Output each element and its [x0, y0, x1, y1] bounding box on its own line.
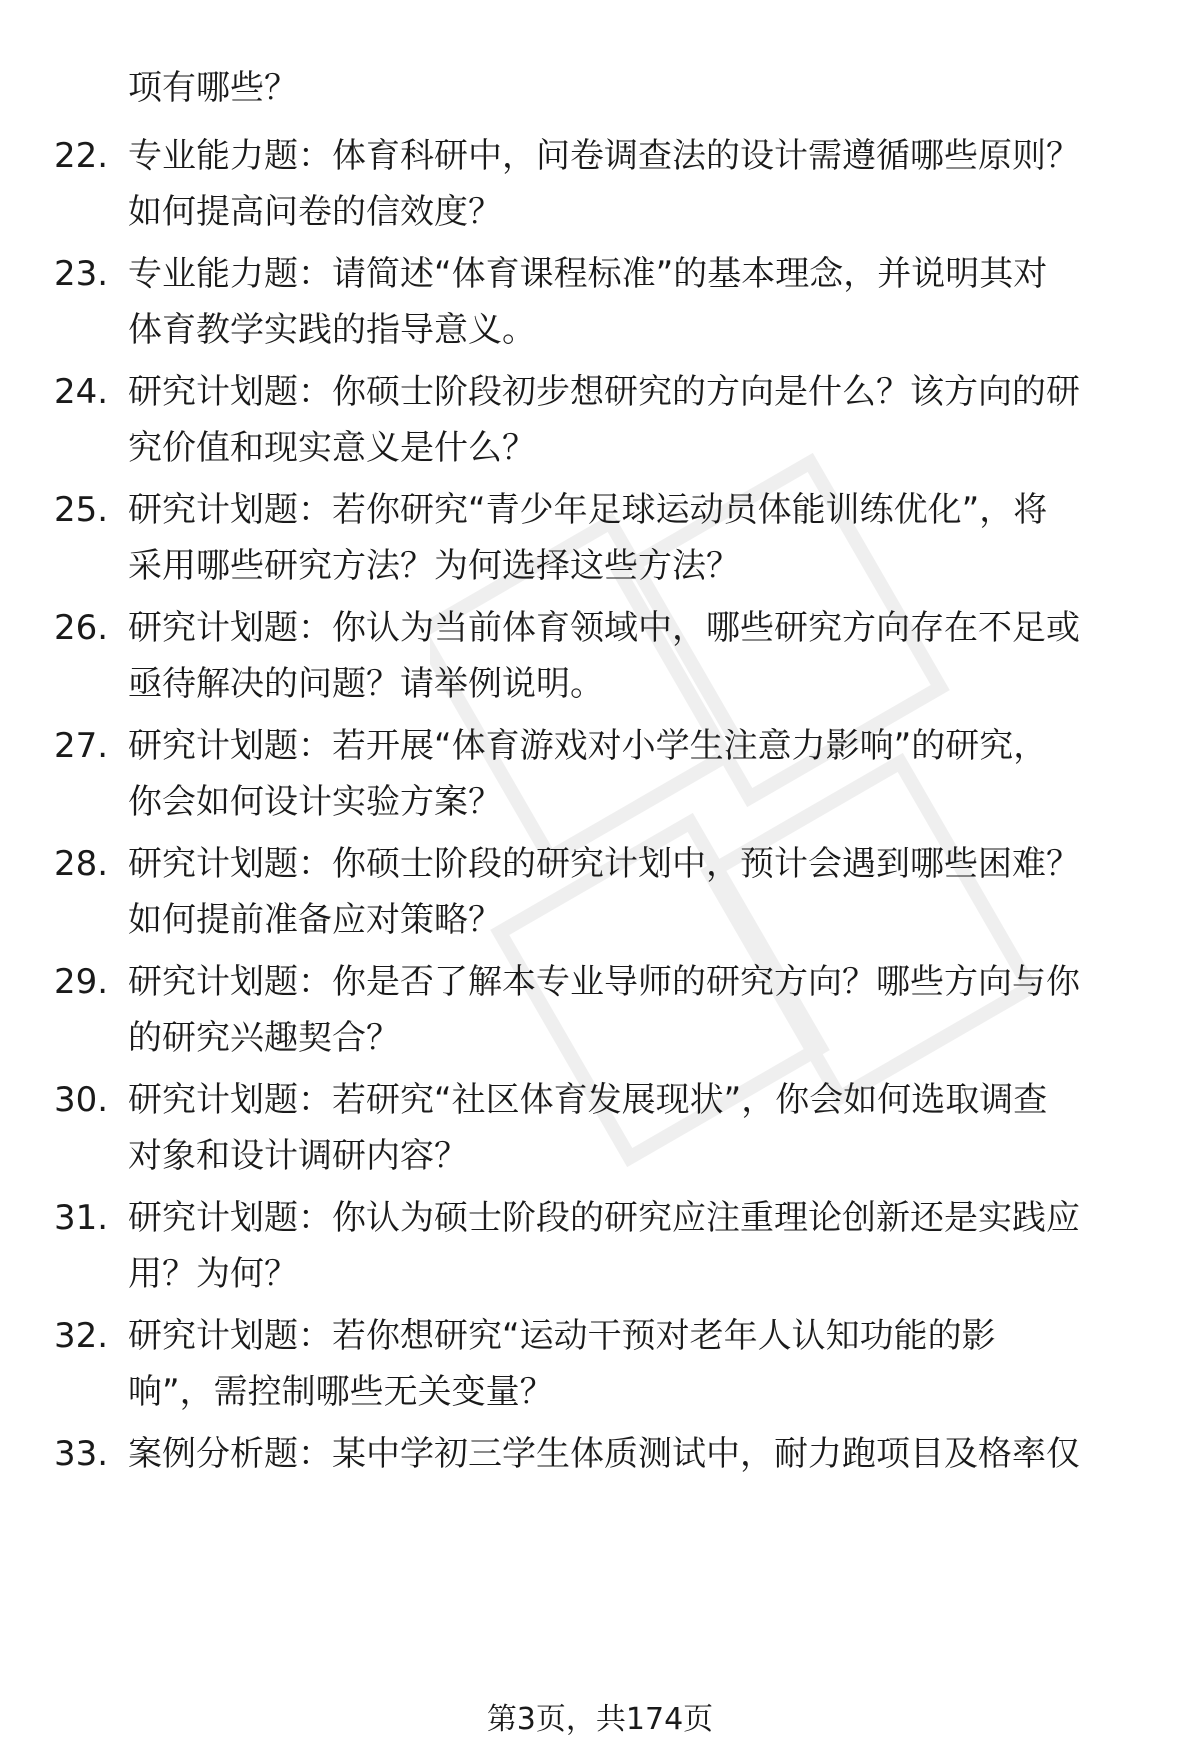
question-line: 研究计划题：你硕士阶段初步想研究的方向是什么？该方向的研	[128, 372, 1080, 412]
question-text	[128, 600, 1198, 712]
question-number: 32.	[54, 1316, 109, 1356]
continuation-line: 项有哪些？	[128, 68, 298, 108]
question-line: 研究计划题：若你想研究“运动干预对老年人认知功能的影	[128, 1316, 996, 1356]
question-number: 22.	[54, 136, 109, 176]
question-text	[128, 1190, 1198, 1302]
page-footer: 第3页，共174页	[486, 1702, 714, 1737]
question-line: 研究计划题：若开展“体育游戏对小学生注意力影响”的研究，	[128, 726, 1048, 766]
question-line: 研究计划题：若研究“社区体育发展现状”，你会如何选取调查	[128, 1080, 1048, 1120]
question-line: 专业能力题：体育科研中，问卷调查法的设计需遵循哪些原则？	[128, 136, 1080, 176]
question-number: 30.	[54, 1080, 109, 1120]
question-number: 26.	[54, 608, 109, 648]
question-line: 研究计划题：你认为硕士阶段的研究应注重理论创新还是实践应	[128, 1198, 1080, 1238]
question-text	[128, 482, 1198, 594]
question-line: 的研究兴趣契合？	[128, 1018, 400, 1058]
question-line: 研究计划题：你是否了解本专业导师的研究方向？哪些方向与你	[128, 962, 1080, 1002]
question-text	[128, 364, 1198, 476]
question-line: 究价值和现实意义是什么？	[128, 428, 536, 468]
question-line: 采用哪些研究方法？为何选择这些方法？	[128, 546, 740, 586]
question-text	[128, 836, 1198, 948]
question-line: 亟待解决的问题？请举例说明。	[128, 664, 604, 704]
question-text	[128, 1072, 1198, 1184]
question-number: 25.	[54, 490, 109, 530]
question-text	[128, 718, 1198, 830]
question-line: 研究计划题：你硕士阶段的研究计划中，预计会遇到哪些困难？	[128, 844, 1080, 884]
question-line: 响”，需控制哪些无关变量？	[128, 1372, 554, 1412]
question-number: 33.	[54, 1434, 109, 1474]
question-number: 31.	[54, 1198, 109, 1238]
question-number: 23.	[54, 254, 109, 294]
question-line: 用？为何？	[128, 1254, 298, 1294]
question-line: 对象和设计调研内容？	[128, 1136, 468, 1176]
question-line: 如何提高问卷的信效度？	[128, 192, 502, 232]
question-line: 案例分析题：某中学初三学生体质测试中，耐力跑项目及格率仅	[128, 1434, 1080, 1474]
question-number: 29.	[54, 962, 109, 1002]
question-number: 24.	[54, 372, 109, 412]
question-line: 如何提前准备应对策略？	[128, 900, 502, 940]
question-text	[128, 1426, 1198, 1482]
question-text	[128, 246, 1198, 358]
question-line: 专业能力题：请简述“体育课程标准”的基本理念，并说明其对	[128, 254, 1048, 294]
question-text	[128, 1308, 1198, 1420]
question-text	[128, 954, 1198, 1066]
question-line: 研究计划题：你认为当前体育领域中，哪些研究方向存在不足或	[128, 608, 1080, 648]
question-line: 体育教学实践的指导意义。	[128, 310, 536, 350]
question-number: 28.	[54, 844, 109, 884]
question-line: 你会如何设计实验方案？	[128, 782, 502, 822]
question-number: 27.	[54, 726, 109, 766]
question-text	[128, 128, 1198, 240]
question-line: 研究计划题：若你研究“青少年足球运动员体能训练优化”，将	[128, 490, 1048, 530]
